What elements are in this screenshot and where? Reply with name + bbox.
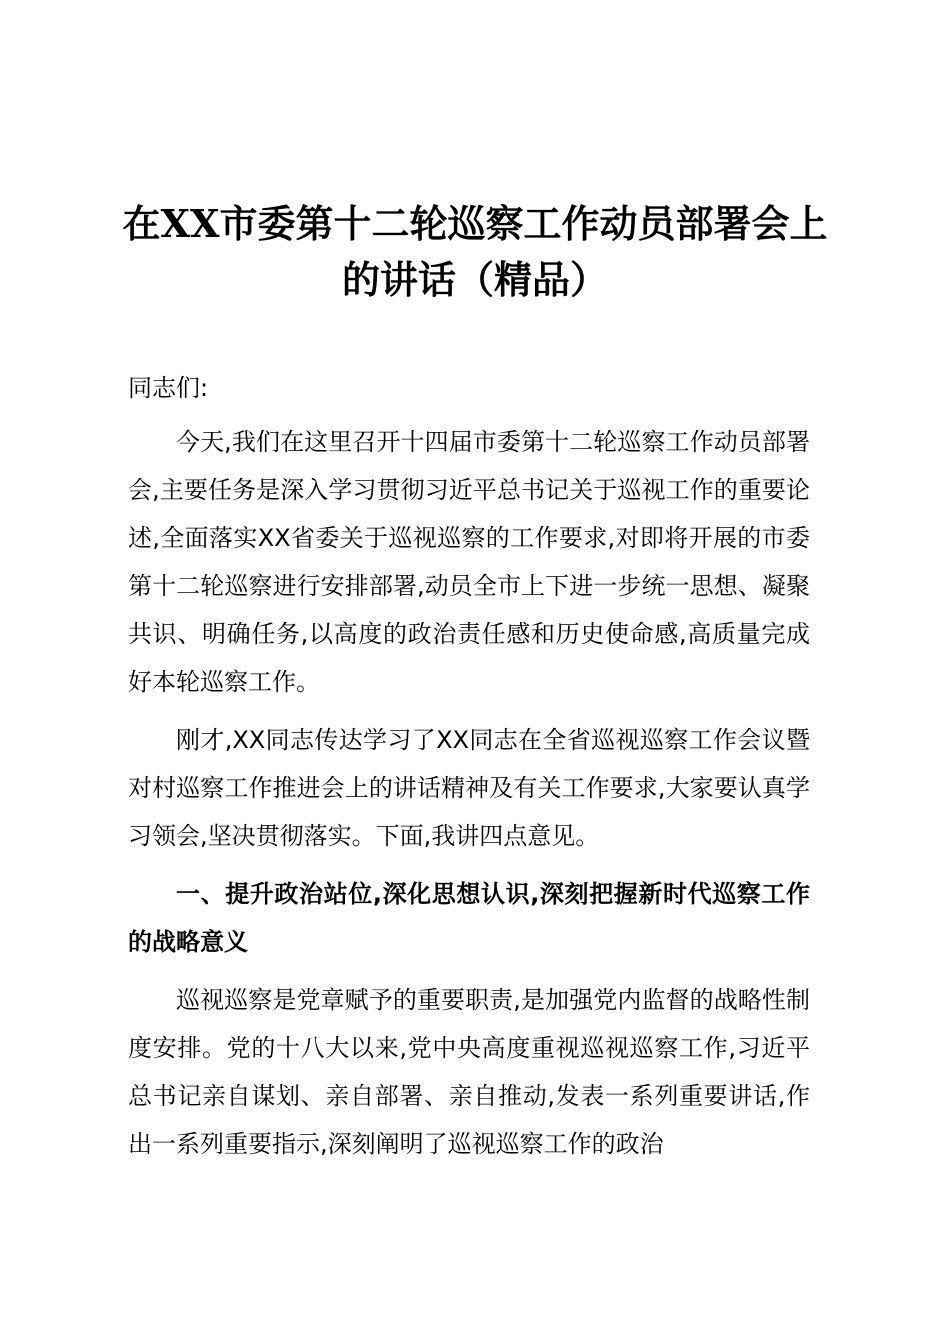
section-heading-1: 一、提升政治站位,深化思想认识,深刻把握新时代巡察工作的战略意义 xyxy=(128,880,810,956)
paragraph-opening: 今天,我们在这里召开十四届市委第十二轮巡察工作动员部署会,主要任务是深入学习贯彻习近平总书记关于巡视工作的重要论述,全面落实XX省委关于巡视巡察的工作要求,对即将开展的市委第十二轮巡察进行安排部署,动员全市上下进一步统一思想、凝聚共识、明确任务,以高度的政治责任感和历史使命感,高质量完成好本轮巡察工作。 xyxy=(128,428,810,696)
document-title: 在XX市委第十二轮巡察工作动员部署会上的讲话（精品） xyxy=(122,201,828,302)
paragraph-section-1: 巡视巡察是党章赋予的重要职责,是加强党内监督的战略性制度安排。党的十八大以来,党中央高度重视巡视巡察工作,习近平总书记亲自谋划、亲自部署、亲自推动,发表一系列重要讲话,作出一系列重要指示,深刻阐明了巡视巡察工作的政治 xyxy=(128,986,810,1158)
paragraph-relay: 刚才,XX同志传达学习了XX同志在全省巡视巡察工作会议暨对村巡察工作推进会上的讲话精神及有关工作要求,大家要认真学习领会,坚决贯彻落实。下面,我讲四点意见。 xyxy=(128,726,810,850)
document-body xyxy=(128,364,810,1178)
greeting: 同志们: xyxy=(128,374,209,402)
